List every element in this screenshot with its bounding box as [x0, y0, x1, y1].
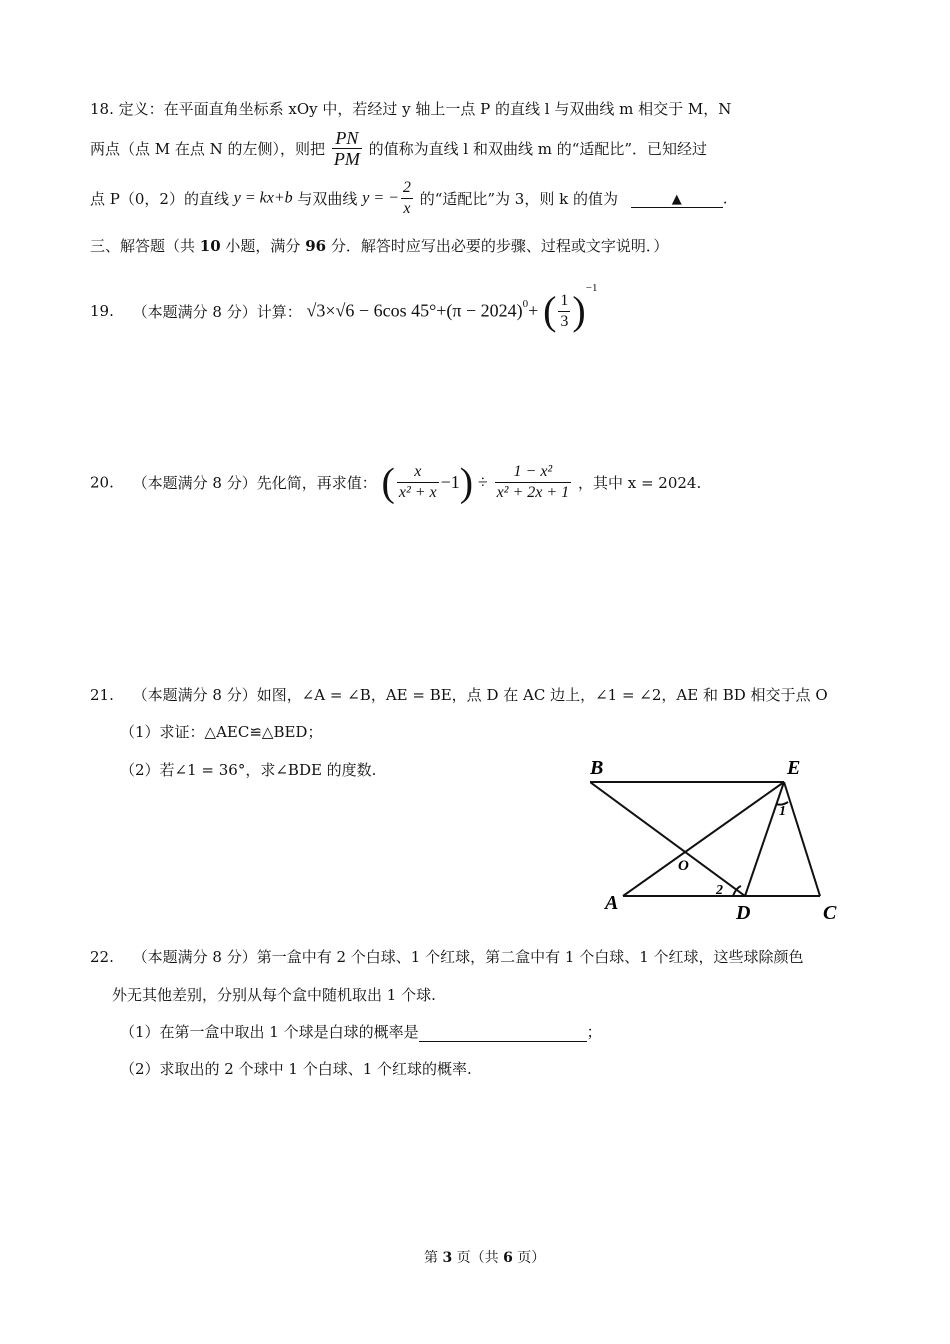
q19-fraction-denominator: 3: [560, 312, 569, 330]
label-D: D: [736, 902, 751, 924]
section3-heading: [90, 235, 668, 256]
q22-stem: [90, 946, 804, 967]
q18-ratio-denominator: PM: [333, 149, 360, 169]
label-E: E: [787, 757, 801, 779]
q20-outer-denominator: x² + 2x + 1: [496, 484, 570, 501]
q18-answer-blank[interactable]: [631, 189, 723, 208]
q18-line3: [90, 178, 728, 219]
segment-AE: [623, 782, 784, 896]
segment-EC: [784, 782, 820, 896]
label-angle-1: 1: [779, 804, 786, 819]
q19-fraction-numerator: 1: [558, 291, 570, 312]
q18-line1: 18. 定义：在平面直角坐标系 xOy 中，若经过 y 轴上一点 P 的直线 l 与双曲线 m 相交于 M，N: [90, 100, 732, 118]
q18-curve-numerator: 2: [401, 178, 413, 199]
label-B: B: [590, 757, 604, 779]
q20-inner-denominator: x² + x: [398, 484, 437, 501]
q18-line2-post: 的值称为直线 l 和双曲线 m 的“适配比”．已知经过: [368, 140, 708, 158]
q19-right-paren: ): [572, 288, 586, 333]
segment-BD: [590, 782, 745, 896]
q19-points: （本题满分 8 分）计算：: [132, 302, 302, 321]
q18-blank-triangle: ▲: [671, 192, 682, 207]
q18-ratio-numerator: PN: [332, 128, 362, 149]
q20-outer-numerator: 1 − x²: [495, 462, 572, 483]
label-O: O: [678, 858, 689, 874]
q20-inner-fraction: [397, 462, 439, 503]
q18-line3-mid: 与双曲线: [297, 190, 358, 208]
q22-line1: （本题满分 8 分）第一盒中有 2 个白球、1 个红球，第二盒中有 1 个白球、1 个红球，这些球除颜色: [132, 948, 804, 966]
footer-pre: 第: [424, 1250, 443, 1266]
segment-ED: [745, 782, 784, 896]
q19-label: 19.: [90, 302, 114, 320]
q19-exponent-zero: 0: [522, 298, 529, 310]
q18-curve-fraction: [401, 178, 413, 219]
footer-post: 页）: [512, 1250, 546, 1266]
q20-outer-fraction: [495, 462, 572, 503]
section3-mid: 小题，满分: [220, 237, 306, 255]
label-C: C: [823, 902, 837, 924]
q21-stem: [90, 684, 828, 705]
q19-third-fraction: [558, 291, 570, 332]
q21-text: （本题满分 8 分）如图，∠A = ∠B，AE = BE，点 D 在 AC 边上，∠1 = ∠2，AE 和 BD 相交于点 O: [132, 686, 828, 704]
q22-label: 22.: [90, 948, 114, 966]
label-angle-2: 2: [716, 883, 723, 898]
q22-part1-text: （1）在第一盒中取出 1 个球是白球的概率是: [120, 1023, 419, 1041]
q18-ratio-fraction: [332, 128, 362, 169]
q20-label: 20.: [90, 473, 114, 492]
q22-line2: 外无其他差别，分别从每个盒中随机取出 1 个球.: [112, 986, 436, 1004]
q20-right-paren: ): [459, 459, 474, 505]
label-A: A: [605, 892, 619, 914]
q20: [90, 459, 702, 505]
footer-mid: 页（共: [452, 1250, 504, 1266]
q19-plus: +: [528, 300, 539, 321]
q22-part1: [120, 1021, 602, 1042]
section3-score: 96: [305, 237, 327, 255]
q20-points: （本题满分 8 分）先化简，再求值：: [132, 474, 377, 492]
q21-figure: [590, 752, 850, 930]
q18-line2: [90, 128, 707, 169]
q19: [90, 282, 597, 332]
q21-part2: （2）若∠1 = 36°，求∠BDE 的度数.: [120, 761, 377, 779]
q19-expression: √3×√6 − 6cos 45°+(π − 2024): [306, 300, 523, 321]
q20-left-paren: (: [381, 459, 395, 505]
q21-part1: （1）求证：△AEC≌△BED；: [120, 723, 323, 741]
q19-left-paren: (: [543, 288, 557, 333]
q21-label: 21.: [90, 686, 114, 704]
q19-exponent-neg-one: −1: [585, 282, 598, 294]
q18-curve-denominator: x: [403, 200, 411, 217]
q22-part2: （2）求取出的 2 个球中 1 个白球、1 个红球的概率.: [120, 1060, 472, 1078]
q22-answer-blank[interactable]: [419, 1025, 587, 1042]
q18-end: .: [722, 189, 728, 208]
q20-tail: ，其中 x = 2024.: [577, 474, 702, 492]
section3-pre: 三、解答题（共: [90, 237, 200, 255]
q20-divide: ÷: [477, 472, 488, 492]
q18-line-equation: y = kx+b: [233, 189, 293, 207]
section3-post: 分．解答时应写出必要的步骤、过程或文字说明．）: [326, 237, 669, 255]
footer-total-pages: 6: [503, 1250, 513, 1266]
q18-line2-pre: 两点（点 M 在点 N 的左侧），则把: [90, 140, 326, 158]
q18-curve-lhs: y = −: [362, 189, 399, 207]
page-footer: [424, 1247, 545, 1267]
section3-count: 10: [199, 237, 221, 255]
q18-line3-pre: 点 P（0，2）的直线: [90, 190, 229, 208]
footer-page-number: 3: [442, 1250, 453, 1266]
q20-inner-numerator: x: [397, 462, 439, 483]
q18-line3-post: 的“适配比”为 3，则 k 的值为: [419, 190, 618, 208]
q22-part1-end: ；: [586, 1023, 602, 1041]
q20-minus-one: −1: [440, 472, 460, 492]
